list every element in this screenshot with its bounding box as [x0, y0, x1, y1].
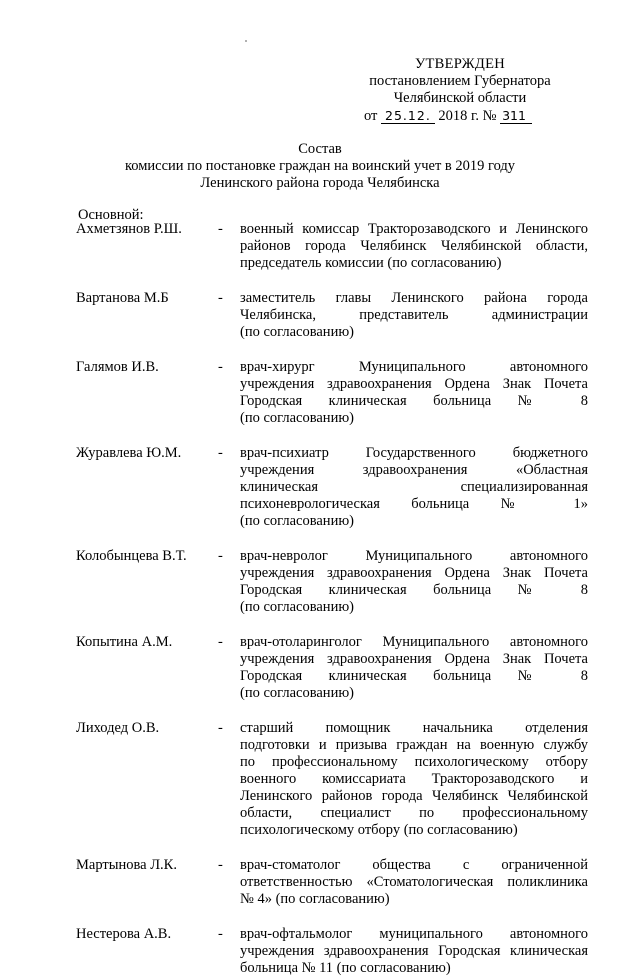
member-description-line: подготовки и призыва граждан на военную службу [240, 737, 588, 753]
member-description-line: учреждения здравоохранения Ордена Знак Почета [240, 376, 588, 392]
member-dash: - [218, 926, 223, 942]
document-title [0, 141, 640, 192]
member-description [240, 359, 588, 427]
member-description [240, 720, 588, 839]
approval-line-1: постановлением Губернатора [369, 73, 551, 89]
member-description-line: больница № 11 (по согласованию) [240, 960, 451, 976]
member-description-line: заместитель главы Ленинского района города [240, 290, 588, 306]
member-description-line: учреждения здравоохранения Ордена Знак Почета [240, 565, 588, 581]
member-description-line: учреждения здравоохранения Городская клиническая [240, 943, 588, 959]
title-line-1: Состав [298, 141, 342, 157]
approval-date-line [360, 107, 560, 125]
member-description-line: врач-стоматолог общества с ограниченной [240, 857, 588, 873]
member-description-line: врач-невролог Муниципального автономного [240, 548, 588, 564]
member-dash: - [218, 359, 223, 375]
member-name: Ахметзянов Р.Ш. [76, 221, 182, 237]
member-description-line: Городская клиническая больница № 8 [240, 393, 588, 409]
member-description-line: (по согласованию) [240, 324, 354, 340]
member-description-line: (по согласованию) [240, 599, 354, 615]
year-text: 2018 г. № [438, 108, 497, 124]
member-name: Вартанова М.Б [76, 290, 169, 306]
member-dash: - [218, 221, 223, 237]
member-description [240, 926, 588, 977]
member-name: Копытина А.М. [76, 634, 173, 650]
member-description-line: Городская клиническая больница № 8 [240, 668, 588, 684]
approval-block [360, 56, 560, 125]
member-description [240, 445, 588, 530]
member-description-line: Ленинского районов города Челябинск Челябинской [240, 788, 588, 804]
member-description-line: (по согласованию) [240, 410, 354, 426]
member-description-line: учреждения здравоохранения Ордена Знак Почета [240, 651, 588, 667]
member-description-line: области, специалист по профессиональному [240, 805, 588, 821]
approval-line-2: Челябинской области [393, 90, 527, 106]
member-description-line: № 4» (по согласованию) [240, 891, 390, 907]
member-description-line: военный комиссар Тракторозаводского и Ленинского [240, 221, 588, 237]
member-name: Лиходед О.В. [76, 720, 160, 736]
member-description-line: учреждения здравоохранения «Областная [240, 462, 588, 478]
member-dash: - [218, 720, 223, 736]
approval-heading: УТВЕРЖДЕН [414, 56, 506, 72]
title-line-2: комиссии по постановке граждан на воинский учет в 2019 году [124, 158, 516, 174]
member-name: Мартынова Л.К. [76, 857, 177, 873]
member-description-line: ответственностью «Стоматологическая поликлиника [240, 874, 588, 890]
member-description [240, 548, 588, 616]
member-description [240, 857, 588, 908]
member-description-line: Городская клиническая больница № 8 [240, 582, 588, 598]
member-description-line: военного комиссариата Тракторозаводского и [240, 771, 588, 787]
member-description-line: (по согласованию) [240, 685, 354, 701]
member-description-line: старший помощник начальника отделения [240, 720, 588, 736]
member-description [240, 634, 588, 702]
member-name: Колобынцева В.Т. [76, 548, 187, 564]
member-description-line: клиническая специализированная [240, 479, 588, 495]
member-description [240, 221, 588, 272]
member-description-line: врач-хирург Муниципального автономного [240, 359, 588, 375]
member-description-line: врач-офтальмолог муниципального автономного [240, 926, 588, 942]
member-dash: - [218, 857, 223, 873]
member-dash: - [218, 634, 223, 650]
member-description-line: врач-психиатр Государственного бюджетного [240, 445, 588, 461]
member-description-line: психоневрологическая больница № 1» [240, 496, 588, 512]
member-dash: - [218, 548, 223, 564]
member-description [240, 290, 588, 341]
member-dash: - [218, 445, 223, 461]
date-value: 25.12. [381, 108, 435, 124]
member-description-line: председатель комиссии (по согласованию) [240, 255, 502, 271]
section-label: Основной: [78, 207, 144, 223]
date-prefix: от [364, 108, 378, 124]
member-description-line: районов города Челябинск Челябинской области, [240, 238, 588, 254]
member-description-line: (по согласованию) [240, 513, 354, 529]
member-description-line: психологическому отбору (по согласованию) [240, 822, 518, 838]
member-description-line: по профессиональному психологическому отбору [240, 754, 588, 770]
title-line-3: Ленинского района города Челябинска [200, 175, 440, 191]
member-name: Журавлева Ю.М. [76, 445, 182, 461]
decree-number: 311 [500, 108, 532, 124]
member-description-line: Челябинска, представитель администрации [240, 307, 588, 323]
member-name: Галямов И.В. [76, 359, 159, 375]
member-name: Нестерова А.В. [76, 926, 172, 942]
member-description-line: врач-отоларинголог Муниципального автономного [240, 634, 588, 650]
member-dash: - [218, 290, 223, 306]
scan-speck [245, 40, 247, 42]
